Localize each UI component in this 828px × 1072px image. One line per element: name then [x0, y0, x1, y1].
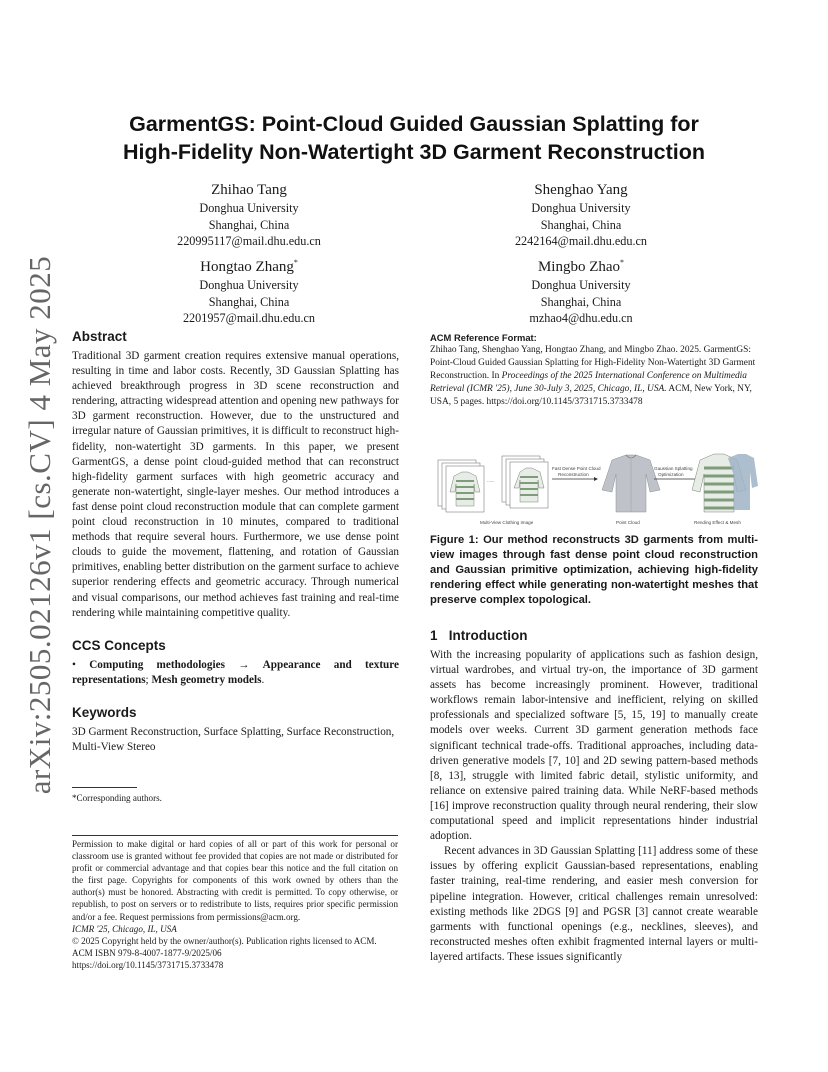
- pipeline-arrow-icon: [654, 466, 700, 481]
- keywords-text: 3D Garment Reconstruction, Surface Splatting, Surface Reconstruction, Multi-View Stereo: [72, 725, 395, 753]
- author-city: Shanghai, China: [540, 217, 622, 232]
- permission-divider: [72, 835, 398, 836]
- figure-1-pipeline: [432, 446, 758, 530]
- isbn-line: ACM ISBN 979-8-4007-1877-9/2025/06: [72, 947, 222, 958]
- conference-venue: ICMR '25, Chicago, IL, USA: [72, 923, 177, 934]
- author-email[interactable]: 220995117@mail.dhu.edu.cn: [177, 234, 321, 248]
- author-name: Zhihao Tang: [211, 182, 287, 198]
- acm-reference-proceedings: Proceedings of the 2025 International Conference on Multimedia Retrieval (ICMR '25), June 30-July 3, 2025, Chicago, IL, USA.: [430, 371, 747, 394]
- fig-label-point-cloud: Point Cloud: [616, 520, 640, 525]
- ccs-heading: CCS Concepts: [72, 637, 166, 653]
- ccs-term: Computing methodologies: [89, 658, 225, 671]
- acm-reference-part: Zhihao Tang, Shenghao Yang, Hongtao Zhang, and Mingbo Zhao. 2025. GarmentGS: Point-Cloud Guided Gaussian Splatting for High-Fidelity Non-Watertight 3D Garment Reconstruction. In: [430, 345, 756, 381]
- ccs-sep: ;: [145, 673, 152, 686]
- figure-caption: Figure 1: Our method reconstructs 3D garments from multi-view images through fast dense point cloud reconstruction and Gaussian primitive optimization, achieving high-fidelity rendering effect while generating non-watertight meshes that preserve complex topological.: [430, 534, 758, 607]
- author-name: Shenghao Yang: [534, 182, 628, 198]
- author-block: [471, 176, 691, 250]
- ccs-end: .: [261, 673, 265, 686]
- author-email[interactable]: 2201957@mail.dhu.edu.cn: [182, 311, 316, 325]
- author-city: Shanghai, China: [208, 294, 290, 309]
- author-email[interactable]: 2242164@mail.dhu.edu.cn: [514, 234, 648, 248]
- author-mark: *: [620, 258, 625, 267]
- title-line-2: High-Fidelity Non-Watertight 3D Garment Reconstruction: [122, 140, 706, 164]
- acm-reference: [430, 331, 758, 409]
- fig-ellipsis: ......: [487, 478, 495, 483]
- intro-paragraph-1: With the increasing popularity of applications such as fashion design, virtual wardrobes, and virtual try-on, the importance of 3D garment assets has become increasingly prominent. However, traditional workflows remain labor-intensive and inefficient, relying on skilled professionals and specialized software [5, 15, 19] to manually create models over weeks. Current 3D garment generation methods face significant technical trade-offs. Traditional approaches, including data-driven generative models [7, 10] and 2D sewing pattern-based methods [8, 13], struggle with limited fabric detail, stylistic uniformity, and reliance on extensive paired training data. While NeRF-based methods [16] improve reconstruction quality through neural rendering, their slow computational speed and implicit representations hinder industrial adoption.: [430, 649, 758, 843]
- acm-reference-heading: ACM Reference Format:: [430, 332, 537, 343]
- acm-reference-text: [430, 344, 758, 409]
- author-block: [139, 176, 359, 250]
- fig-label-gaussian: Gaussian Splatting: [654, 466, 693, 471]
- permission-block: [72, 838, 398, 971]
- abstract-text: Traditional 3D garment creation requires extensive manual operations, resulting in time and labor costs. Recently, 3D Gaussian Splatting has achieved breakthrough progress in 3D scene reconstruction and rendering, attracting widespread attention and opening new pathways for 3D garment reconstruction. However, due to the unstructured and irregular nature of Gaussian primitives, it is difficult to reconstruct high-fidelity, non-watertight 3D garments. In this paper, we present GarmentGS, a dense point cloud-guided method that can reconstruct high-fidelity garment surfaces with high geometric accuracy and generate non-watertight, single-layer meshes. Our method introduces a fast dense point cloud reconstruction module that can complete garment point cloud reconstruction in 10 minutes, compared to traditional methods that require several hours. Furthermore, we use dense point clouds to guide the movement, flattening, and rotation of Gaussian primitives, enabling better distribution on the garment surface to achieve superior rendering effects and geometric accuracy. Through numerical and visual comparisons, our method achieves fast training and real-time rendering while maintaining competitive quality.: [72, 350, 399, 619]
- footnote-divider: [72, 787, 137, 788]
- author-email[interactable]: mzhao4@dhu.edu.cn: [529, 311, 633, 325]
- author-city: Shanghai, China: [540, 294, 622, 309]
- section-number: 1: [430, 628, 438, 643]
- author-affiliation: Donghua University: [531, 201, 631, 215]
- arxiv-stamp: [20, 255, 60, 795]
- author-affiliation: Donghua University: [199, 278, 299, 292]
- author-name: Mingbo Zhao: [537, 259, 621, 275]
- keywords-heading: Keywords: [72, 704, 137, 720]
- footnote: *Corresponding authors.: [72, 793, 162, 803]
- pipeline-arrow-icon: [552, 466, 601, 481]
- paper-title: [80, 110, 748, 166]
- author-affiliation: Donghua University: [199, 201, 299, 215]
- title-line-1: GarmentGS: Point-Cloud Guided Gaussian Splatting for: [129, 112, 699, 136]
- arxiv-id-text: arXiv:2505.02126v1 [cs.CV] 4 May 2025: [22, 255, 57, 795]
- introduction-heading: [430, 628, 758, 643]
- fig-label-rendering: Rending Effect & Mesh: [694, 520, 741, 525]
- intro-paragraph-2: Recent advances in 3D Gaussian Splatting [11] address some of these issues by offering explicit Gaussian-based representations, enabling faster training, real-time rendering, and easier mesh conversion for pipeline integration. However, critical challenges remain unresolved: existing methods like 2DGS [9] and PGSR [3] cannot create wearable garments with functional openings (e.g., necklines, sleeves), and reconstructed meshes often exhibit fragmented internal layers or multi-layered artifacts. These issues significantly: [430, 845, 758, 963]
- ccs-term: Mesh geometry models: [151, 673, 262, 686]
- fig-label-multiview: Multi-View Clothing Image: [480, 520, 534, 525]
- ccs-text: [72, 658, 399, 688]
- author-block: [471, 253, 691, 327]
- acm-reference-part: ACM, New York, NY, USA, 5 pages. https://doi.org/10.1145/3731715.3733478: [430, 384, 752, 407]
- section-title: Introduction: [448, 628, 528, 643]
- ccs-term: Appearance and texture representations: [72, 658, 400, 686]
- fig-label-fast-dense: Fast Dense Point Cloud: [552, 466, 601, 471]
- author-city: Shanghai, China: [208, 217, 290, 232]
- fig-label-reconstruction: Reconstruction: [558, 472, 589, 477]
- copyright-line: © 2025 Copyright held by the owner/author(s). Publication rights licensed to ACM.: [72, 935, 377, 946]
- fig-label-optimization: Optimization: [658, 472, 684, 477]
- ccs-arrow: →: [224, 658, 263, 671]
- author-name: Hongtao Zhang: [200, 259, 294, 275]
- author-affiliation: Donghua University: [531, 278, 631, 292]
- doi-link[interactable]: https://doi.org/10.1145/3731715.3733478: [72, 959, 224, 970]
- left-column: [72, 329, 399, 755]
- ccs-bullet: •: [72, 658, 76, 671]
- multi-view-image-stack: [438, 456, 548, 512]
- author-block: [139, 253, 359, 327]
- point-cloud-garment: [602, 455, 660, 512]
- abstract-heading: Abstract: [72, 329, 127, 344]
- author-mark: *: [293, 258, 298, 267]
- introduction-section: [430, 628, 758, 965]
- permission-text: Permission to make digital or hard copies of all or part of this work for personal or classroom use is granted without fee provided that copies are not made or distributed for profit or commercial advantage and that copies bear this notice and the full citation on the first page. Copyrights for components of this work owned by others than the author(s) must be honored. Abstracting with credit is permitted. To copy otherwise, or republish, to post on servers or to redistribute to lists, requires prior specific permission and/or a fee. Request permissions from permissions@acm.org.: [72, 839, 398, 922]
